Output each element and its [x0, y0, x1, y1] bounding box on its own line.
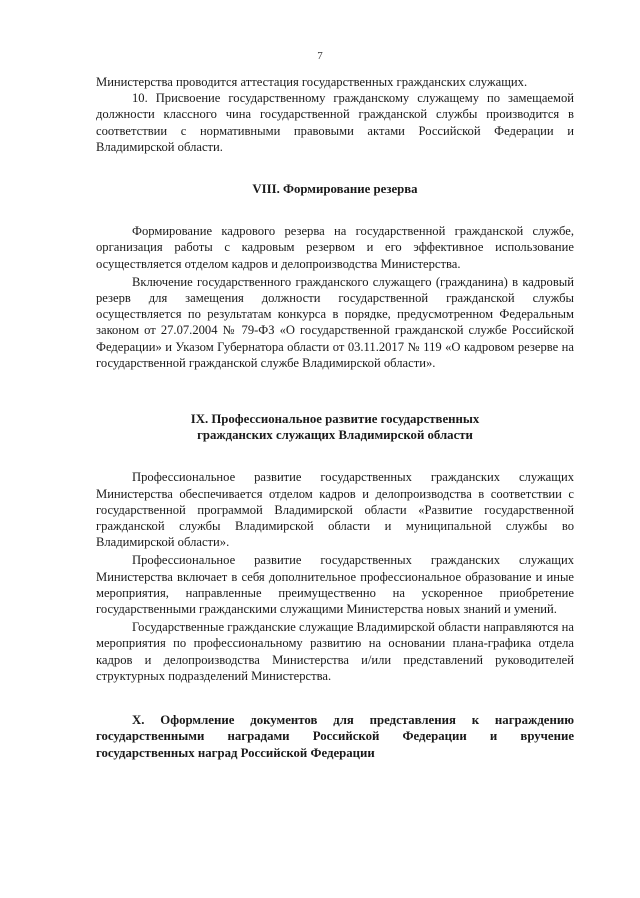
section-ix-heading-line2: гражданских служащих Владимирской области — [197, 428, 473, 443]
section-ix-heading-line1: IX. Профессиональное развитие государственных — [190, 412, 480, 427]
section-ix-paragraph-2: Профессиональное развитие государственных гражданских служащих Министерства включает в себя дополнительное профессиональное образование и иные мероприятия, направленные преимущественно на ускоренное приобретение государственными гражданскими служащими Министерства новых знаний и умений. — [96, 553, 574, 617]
section-viii-heading: VIII. Формирование резерва — [252, 182, 418, 197]
page-number: 7 — [317, 50, 323, 62]
section-viii-paragraph-1: Формирование кадрового резерва на государственной гражданской службе, организация работы с кадровым резервом и его эффективное использование осуществляется отделом кадров и делопроизводства Министерства. — [96, 224, 574, 271]
intro-paragraph-continuation: Министерства проводится аттестация государственных гражданских служащих. — [96, 75, 528, 89]
section-ix-paragraph-1: Профессиональное развитие государственных гражданских служащих Министерства обеспечивается отделом кадров и делопроизводства в соответствии с государственной программой Владимирской области «Развитие государственной гражданской службы Владимирской области и муниципальной службы во Владимирской области». — [96, 470, 574, 550]
document-body — [96, 74, 574, 761]
section-ix-heading — [96, 411, 574, 443]
section-ix-paragraph-3: Государственные гражданские служащие Владимирской области направляются на мероприятия по профессиональному развитию на основании плана-графика отдела кадров и делопроизводства Министерства и/или представлений руководителей структурных подразделений Министерства. — [96, 620, 574, 683]
section-viii-paragraph-2: Включение государственного гражданского служащего (гражданина) в кадровый резерв для замещения должности государственной гражданской службы осуществляется по результатам конкурса в порядке, предусмотренном Федеральным законом от 27.07.2004 № 79-ФЗ «О государственной гражданской службе Российской Федерации» и Указом Губернатора области от 03.11.2017 № 119 «О кадровом резерве на государственной гражданской службе Владимирской области». — [96, 274, 574, 370]
intro-paragraph-10: 10. Присвоение государственному гражданскому служащему по замещаемой должности классного чина государственной гражданской службы производится в соответствии с нормативными правовыми актами Российской Федерации и Владимирской области. — [96, 91, 574, 154]
section-x-heading: X. Оформление документов для представления к награждению государственными наградами Российской Федерации и вручение государственных наград Российской Федерации — [96, 713, 574, 760]
